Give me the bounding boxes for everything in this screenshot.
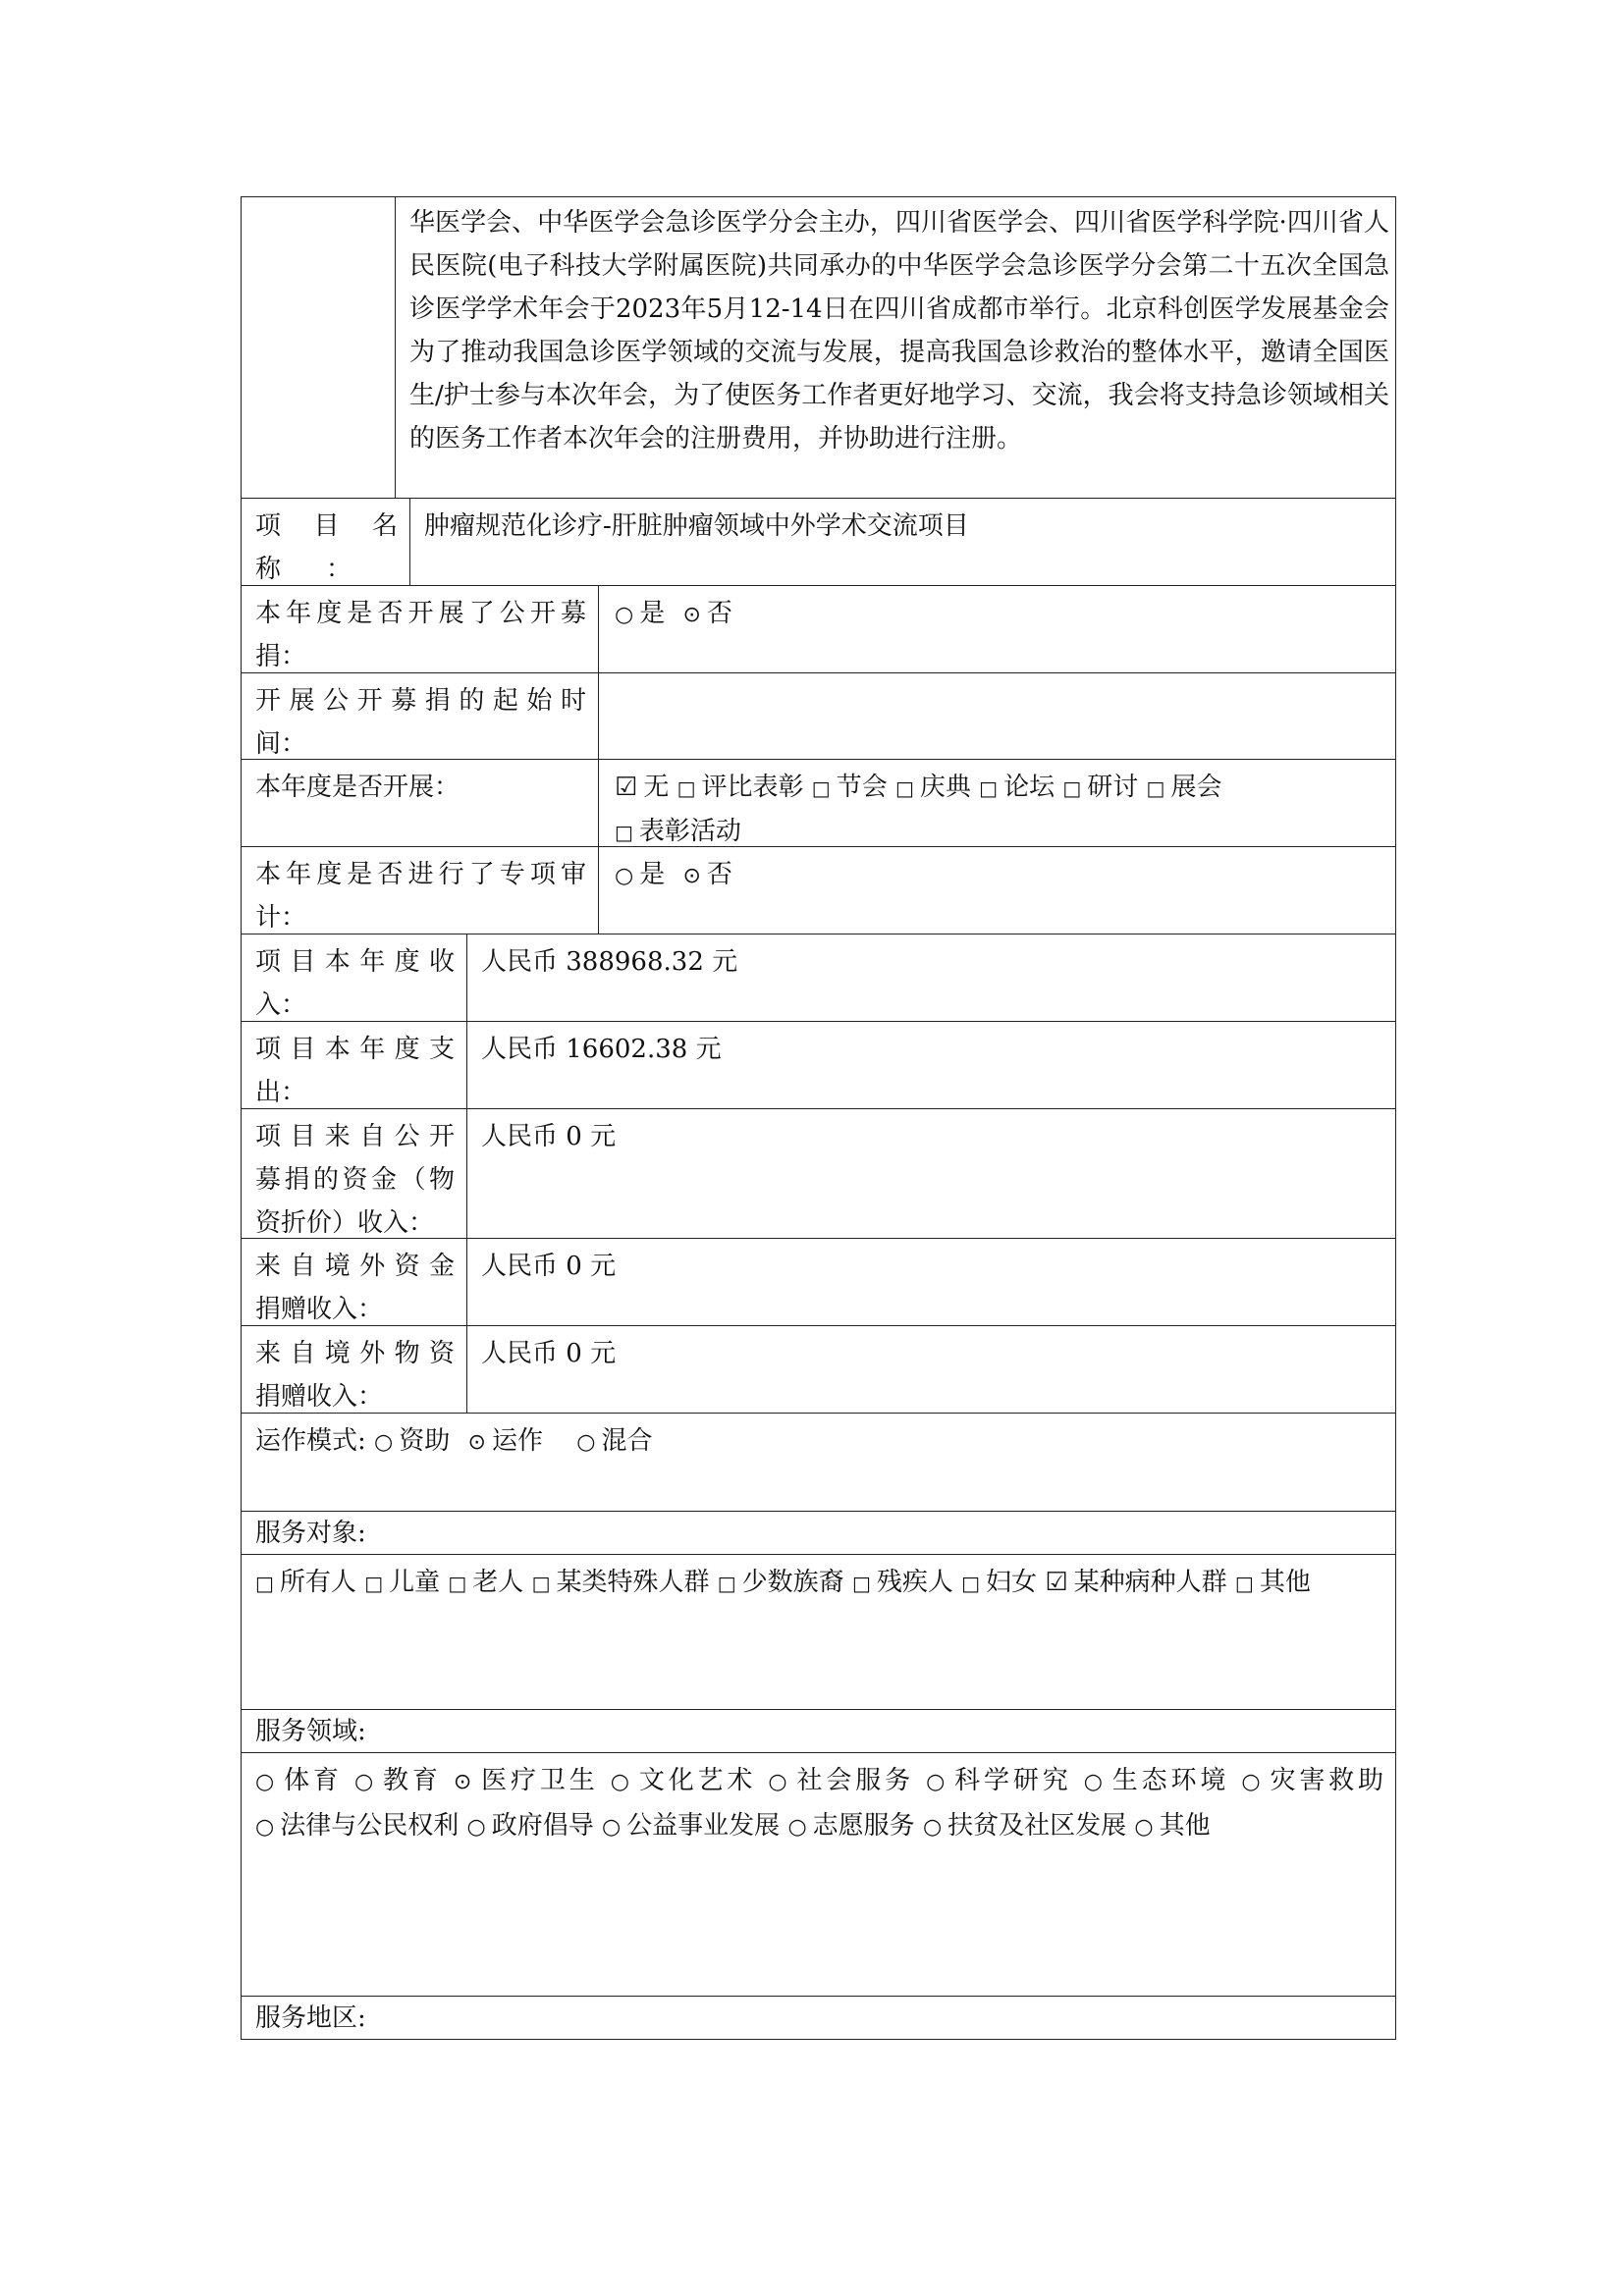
checkbox-icon: □ bbox=[961, 1572, 981, 1595]
foreign-funds-value: 人民币 0 元 bbox=[481, 1252, 617, 1281]
checkbox-icon: □ bbox=[1146, 776, 1165, 800]
checkbox-icon: □ bbox=[979, 776, 999, 800]
field-education-option[interactable] bbox=[354, 1766, 442, 1795]
foreign-funds-row bbox=[241, 1239, 1396, 1326]
radio-empty-icon: ○ bbox=[787, 1815, 807, 1840]
income-row bbox=[241, 934, 1396, 1022]
service-targets-options bbox=[242, 1555, 1395, 1709]
option-label: 是 bbox=[639, 860, 666, 889]
income-value: 人民币 388968.32 元 bbox=[481, 947, 738, 977]
option-label: 生态环境 bbox=[1108, 1766, 1230, 1795]
radio-empty-icon: ○ bbox=[576, 1430, 596, 1455]
field-poverty-option[interactable] bbox=[923, 1811, 1126, 1841]
field-research-option[interactable] bbox=[926, 1766, 1072, 1795]
service-targets-label: 服务对象: bbox=[255, 1519, 366, 1548]
checkbox-icon: □ bbox=[894, 776, 914, 800]
activities-label: 本年度是否开展： bbox=[242, 760, 599, 846]
radio-selected-icon: ⊙ bbox=[682, 864, 701, 888]
activities-row bbox=[241, 760, 1396, 847]
target-everyone-option[interactable] bbox=[255, 1568, 356, 1597]
foreign-goods-row bbox=[241, 1326, 1396, 1414]
operation-mode-mixed-option[interactable] bbox=[576, 1426, 652, 1456]
public-income-label bbox=[242, 1109, 467, 1238]
radio-empty-icon: ○ bbox=[610, 1770, 629, 1794]
project-name-label-line1: 项 目 名 bbox=[255, 511, 398, 541]
checkbox-icon: □ bbox=[448, 1572, 467, 1595]
income-label bbox=[242, 934, 467, 1021]
field-other-option[interactable] bbox=[1134, 1811, 1210, 1841]
service-area-row bbox=[241, 1997, 1396, 2040]
public-fundraising-row bbox=[241, 586, 1396, 673]
activity-none-option[interactable] bbox=[615, 773, 669, 802]
target-women-option[interactable] bbox=[961, 1568, 1037, 1597]
public-income-row bbox=[241, 1109, 1396, 1239]
target-special-group-option[interactable] bbox=[532, 1568, 710, 1597]
public-income-label-line2: 募捐的资金（物 bbox=[255, 1165, 455, 1195]
target-children-option[interactable] bbox=[364, 1568, 440, 1597]
option-label: 否 bbox=[706, 599, 732, 628]
checkbox-icon: □ bbox=[851, 1572, 871, 1595]
public-fundraising-options bbox=[599, 586, 1395, 672]
option-label: 否 bbox=[706, 860, 732, 889]
checkbox-icon: □ bbox=[255, 1572, 274, 1595]
radio-selected-icon: ⊙ bbox=[467, 1430, 486, 1455]
fundraising-start-label bbox=[242, 673, 599, 759]
target-other-option[interactable] bbox=[1235, 1568, 1311, 1597]
option-label: 医疗卫生 bbox=[477, 1766, 599, 1795]
checkbox-icon: □ bbox=[615, 821, 633, 844]
target-disease-group-option[interactable] bbox=[1045, 1568, 1226, 1597]
option-label: 资助 bbox=[399, 1426, 451, 1456]
checkbox-icon: □ bbox=[1062, 776, 1082, 800]
special-audit-label-line2: 计： bbox=[255, 903, 307, 933]
expense-value: 人民币 16602.38 元 bbox=[481, 1035, 722, 1064]
checkbox-icon: □ bbox=[677, 776, 696, 800]
special-audit-row bbox=[241, 847, 1396, 934]
option-label: 某类特殊人群 bbox=[556, 1568, 710, 1597]
field-law-rights-option[interactable] bbox=[255, 1811, 459, 1841]
option-label: 节会 bbox=[836, 773, 888, 802]
radio-empty-icon: ○ bbox=[1134, 1815, 1154, 1840]
public-fundraising-label-line2: 捐： bbox=[255, 642, 307, 671]
expense-label-line1: 项目本年度支 bbox=[255, 1035, 455, 1064]
activity-award-option[interactable] bbox=[677, 773, 804, 802]
option-label: 扶贫及社区发展 bbox=[947, 1811, 1127, 1841]
service-area-label: 服务地区: bbox=[255, 2003, 366, 2033]
checkbox-checked-icon: ☑ bbox=[615, 773, 638, 802]
radio-empty-icon: ○ bbox=[255, 1770, 275, 1794]
field-social-service-option[interactable] bbox=[768, 1766, 914, 1795]
option-label: 社会服务 bbox=[792, 1766, 914, 1795]
special-audit-yes-option[interactable] bbox=[615, 860, 665, 889]
activity-festival-option[interactable] bbox=[812, 773, 888, 802]
option-label: 政府倡导 bbox=[491, 1811, 594, 1841]
special-audit-label-line1: 本年度是否进行了专项审 bbox=[255, 860, 586, 889]
field-public-welfare-option[interactable] bbox=[602, 1811, 780, 1841]
expense-row bbox=[241, 1022, 1396, 1109]
intro-label-cell bbox=[242, 197, 396, 498]
public-income-label-line3: 资折价）收入： bbox=[255, 1208, 435, 1238]
expense-label bbox=[242, 1022, 467, 1108]
special-audit-no-option[interactable] bbox=[682, 860, 731, 889]
project-name-label-line2: 称 ： bbox=[255, 555, 362, 584]
checkbox-icon: □ bbox=[1234, 1572, 1254, 1595]
intro-text: 华医学会、中华医学会急诊医学分会主办，四川省医学会、四川省医学科学院·四川省人民医院(电子科技大学附属医院)共同承办的中华医学会急诊医学分会第二十五次全国急诊医学学术年会于2023年5月12-14日在四川省成都市举行。北京科创医学发展基金会为了推动我国急诊医学领域的交流与发展，提高我国急诊救治的整体水平，邀请全国医生/护士参与本次年会，为了使医务工作者更好地学习、交流，我会将支持急诊领域相关的医务工作者本次年会的注册费用，并协助进行注册。 bbox=[409, 208, 1389, 454]
option-label: 展会 bbox=[1170, 773, 1222, 802]
radio-empty-icon: ○ bbox=[615, 603, 634, 627]
checkbox-icon: □ bbox=[811, 776, 831, 800]
public-fundraising-label-line1: 本年度是否开展了公开募 bbox=[255, 599, 586, 628]
option-label: 妇女 bbox=[986, 1568, 1038, 1597]
project-name-label bbox=[242, 499, 410, 585]
service-fields-label: 服务领域: bbox=[255, 1717, 366, 1746]
intro-row bbox=[241, 196, 1396, 499]
foreign-goods-label-line2: 捐赠收入： bbox=[255, 1382, 384, 1412]
target-elderly-option[interactable] bbox=[448, 1568, 523, 1597]
field-volunteer-option[interactable] bbox=[787, 1811, 914, 1841]
foreign-goods-label-line1: 来自境外物资 bbox=[255, 1339, 455, 1368]
special-audit-label bbox=[242, 847, 599, 934]
option-label: 其他 bbox=[1259, 1568, 1311, 1597]
activity-seminar-option[interactable] bbox=[1062, 773, 1138, 802]
radio-empty-icon: ○ bbox=[353, 1770, 374, 1794]
special-audit-options bbox=[599, 847, 1395, 934]
operation-mode-operate-option[interactable] bbox=[468, 1426, 543, 1456]
foreign-funds-label-line2: 捐赠收入： bbox=[255, 1295, 384, 1324]
option-label: 体育 bbox=[280, 1766, 343, 1795]
target-ethnic-minority-option[interactable] bbox=[718, 1568, 844, 1597]
checkbox-icon: □ bbox=[364, 1572, 384, 1595]
option-label: 庆典 bbox=[919, 773, 971, 802]
operation-mode-row bbox=[241, 1414, 1396, 1512]
option-label: 公益事业发展 bbox=[626, 1811, 781, 1841]
option-label: 某种病种人群 bbox=[1073, 1568, 1227, 1597]
field-culture-option[interactable] bbox=[611, 1766, 757, 1795]
project-name-row bbox=[241, 499, 1396, 586]
field-disaster-relief-option[interactable] bbox=[1241, 1766, 1383, 1795]
income-label-line2: 入： bbox=[255, 990, 307, 1020]
operation-mode-cell bbox=[242, 1414, 1395, 1511]
activity-celebration-option[interactable] bbox=[895, 773, 971, 802]
foreign-goods-label bbox=[242, 1326, 467, 1413]
option-label: 所有人 bbox=[279, 1568, 356, 1597]
service-fields-options bbox=[242, 1753, 1395, 1996]
field-environment-option[interactable] bbox=[1084, 1766, 1230, 1795]
service-fields-header-row bbox=[241, 1710, 1396, 1753]
option-label: 无 bbox=[643, 773, 670, 802]
option-label: 评比表彰 bbox=[701, 773, 804, 802]
target-disabled-option[interactable] bbox=[852, 1568, 953, 1597]
fundraising-start-row bbox=[241, 673, 1396, 760]
radio-empty-icon: ○ bbox=[601, 1815, 622, 1840]
option-label: 文化艺术 bbox=[634, 1766, 757, 1795]
project-name-value: 肿瘤规范化诊疗-肝脏肿瘤领域中外学术交流项目 bbox=[424, 511, 969, 541]
public-fundraising-label bbox=[242, 586, 599, 672]
fundraising-start-label-line2: 间： bbox=[255, 729, 307, 759]
service-fields-row bbox=[241, 1753, 1396, 1997]
field-advocacy-option[interactable] bbox=[466, 1811, 593, 1841]
public-fundraising-yes-option[interactable] bbox=[615, 599, 665, 628]
public-fundraising-no-option[interactable] bbox=[682, 599, 731, 628]
radio-empty-icon: ○ bbox=[768, 1770, 787, 1794]
option-label: 论坛 bbox=[1003, 773, 1056, 802]
option-label: 研讨 bbox=[1087, 773, 1139, 802]
activity-commendation-option[interactable] bbox=[615, 817, 741, 846]
radio-empty-icon: ○ bbox=[1241, 1770, 1261, 1794]
option-label: 表彰活动 bbox=[638, 817, 741, 846]
option-label: 运作 bbox=[491, 1426, 543, 1456]
option-label: 儿童 bbox=[389, 1568, 441, 1597]
radio-empty-icon: ○ bbox=[1083, 1770, 1103, 1794]
radio-empty-icon: ○ bbox=[922, 1815, 943, 1840]
operation-mode-fund-option[interactable] bbox=[374, 1426, 450, 1456]
fundraising-start-value bbox=[599, 673, 1395, 759]
radio-empty-icon: ○ bbox=[466, 1815, 486, 1840]
public-income-value: 人民币 0 元 bbox=[481, 1122, 617, 1151]
option-label: 老人 bbox=[472, 1568, 524, 1597]
service-targets-row bbox=[241, 1555, 1396, 1710]
activity-exhibition-option[interactable] bbox=[1147, 773, 1222, 802]
option-label: 教育 bbox=[379, 1766, 442, 1795]
service-targets-header-row bbox=[241, 1512, 1396, 1555]
option-label: 法律与公民权利 bbox=[280, 1811, 460, 1841]
checkbox-icon: □ bbox=[531, 1572, 551, 1595]
activity-forum-option[interactable] bbox=[979, 773, 1055, 802]
radio-empty-icon: ○ bbox=[926, 1770, 946, 1794]
foreign-funds-label bbox=[242, 1239, 467, 1325]
option-label: 残疾人 bbox=[876, 1568, 953, 1597]
field-sports-option[interactable] bbox=[255, 1766, 343, 1795]
radio-selected-icon: ⊙ bbox=[682, 603, 701, 627]
option-label: 是 bbox=[639, 599, 666, 628]
expense-label-line2: 出： bbox=[255, 1078, 307, 1107]
option-label: 少数族裔 bbox=[741, 1568, 844, 1597]
income-label-line1: 项目本年度收 bbox=[255, 947, 455, 977]
operation-mode-label: 运作模式: bbox=[255, 1426, 366, 1456]
project-info-table bbox=[241, 196, 1396, 2040]
option-label: 科学研究 bbox=[950, 1766, 1072, 1795]
option-label: 其他 bbox=[1159, 1811, 1211, 1841]
field-healthcare-option[interactable] bbox=[454, 1766, 599, 1795]
foreign-funds-label-line1: 来自境外资金 bbox=[255, 1252, 455, 1281]
option-label: 灾害救助 bbox=[1266, 1766, 1384, 1795]
radio-selected-icon: ⊙ bbox=[453, 1770, 472, 1794]
radio-empty-icon: ○ bbox=[374, 1430, 394, 1455]
checkbox-icon: □ bbox=[717, 1572, 736, 1595]
public-income-label-line1: 项目来自公开 bbox=[255, 1122, 455, 1151]
option-label: 混合 bbox=[601, 1426, 653, 1456]
activities-options bbox=[599, 760, 1395, 846]
radio-empty-icon: ○ bbox=[255, 1815, 275, 1840]
checkbox-checked-icon: ☑ bbox=[1045, 1568, 1068, 1597]
radio-empty-icon: ○ bbox=[615, 864, 634, 888]
foreign-goods-value: 人民币 0 元 bbox=[481, 1339, 617, 1368]
fundraising-start-label-line1: 开展公开募捐的起始时 bbox=[255, 686, 586, 716]
option-label: 志愿服务 bbox=[812, 1811, 915, 1841]
